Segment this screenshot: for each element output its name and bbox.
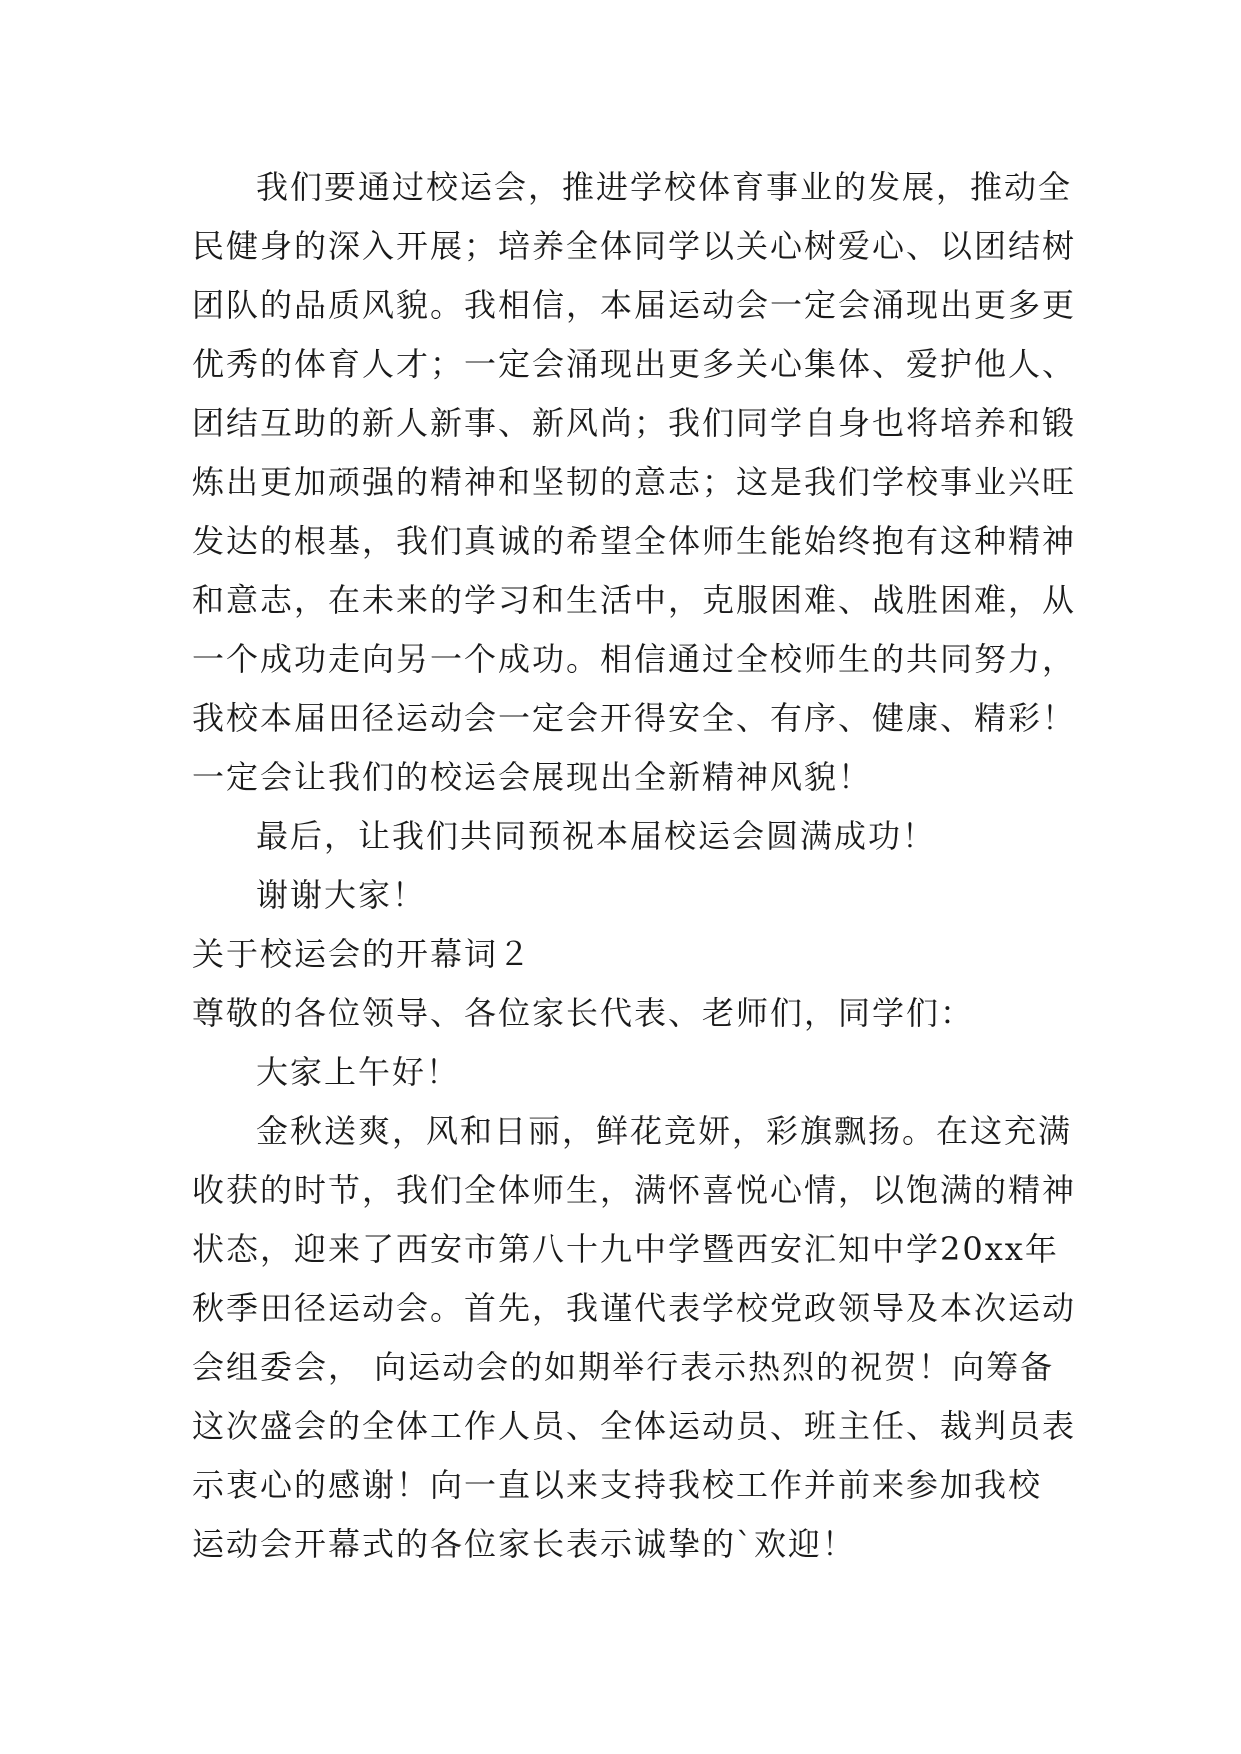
paragraph-line: 一个成功走向另一个成功。相信通过全校师生的共同努力， (192, 640, 1077, 678)
salutation-line: 尊敬的各位领导、各位家长代表、老师们，同学们： (192, 994, 975, 1032)
paragraph-line: 运动会开幕式的各位家长表示诚挚的`欢迎！ (192, 1525, 857, 1563)
paragraph-line: 我们要通过校运会，推进学校体育事业的发展，推动全 (256, 168, 1073, 206)
paragraph-line: 优秀的体育人才；一定会涌现出更多关心集体、爱护他人、 (192, 345, 1077, 383)
paragraph-line: 一定会让我们的校运会展现出全新精神风貌！ (192, 758, 873, 796)
paragraph-line: 和意志，在未来的学习和生活中，克服困难、战胜困难，从 (192, 581, 1077, 619)
paragraph-line: 秋季田径运动会。首先，我谨代表学校党政领导及本次运动 (192, 1289, 1077, 1327)
paragraph-line: 金秋送爽，风和日丽，鲜花竞妍，彩旗飘扬。在这充满 (256, 1112, 1073, 1150)
paragraph-line: 最后，让我们共同预祝本届校运会圆满成功！ (256, 817, 937, 855)
paragraph-line: 炼出更加顽强的精神和坚韧的意志；这是我们学校事业兴旺 (192, 463, 1077, 501)
paragraph-line: 这次盛会的全体工作人员、全体运动员、班主任、裁判员表 (192, 1407, 1077, 1445)
paragraph-line: 我校本届田径运动会一定会开得安全、有序、健康、精彩！ (192, 699, 1077, 737)
paragraph-line: 团结互助的新人新事、新风尚；我们同学自身也将培养和锻 (192, 404, 1077, 442)
greeting-line: 大家上午好！ (256, 1053, 461, 1091)
paragraph-line: 团队的品质风貌。我相信，本届运动会一定会涌现出更多更 (192, 286, 1077, 324)
paragraph-line: 会组委会， 向运动会的如期举行表示热烈的祝贺！向筹备 (192, 1348, 1055, 1386)
paragraph-line: 发达的根基，我们真诚的希望全体师生能始终抱有这种精神 (192, 522, 1077, 560)
paragraph-line: 收获的时节，我们全体师生，满怀喜悦心情，以饱满的精神 (192, 1171, 1077, 1209)
document-body (192, 158, 1077, 1574)
paragraph-line: 状态，迎来了西安市第八十九中学暨西安汇知中学20xx年 (192, 1230, 1059, 1268)
paragraph-line: 民健身的深入开展；培养全体同学以关心树爱心、以团结树 (192, 227, 1077, 265)
section-heading: 关于校运会的开幕词２ (192, 935, 533, 973)
paragraph-line: 谢谢大家！ (256, 876, 427, 914)
paragraph-line: 示衷心的感谢！向一直以来支持我校工作并前来参加我校 (192, 1466, 1043, 1504)
